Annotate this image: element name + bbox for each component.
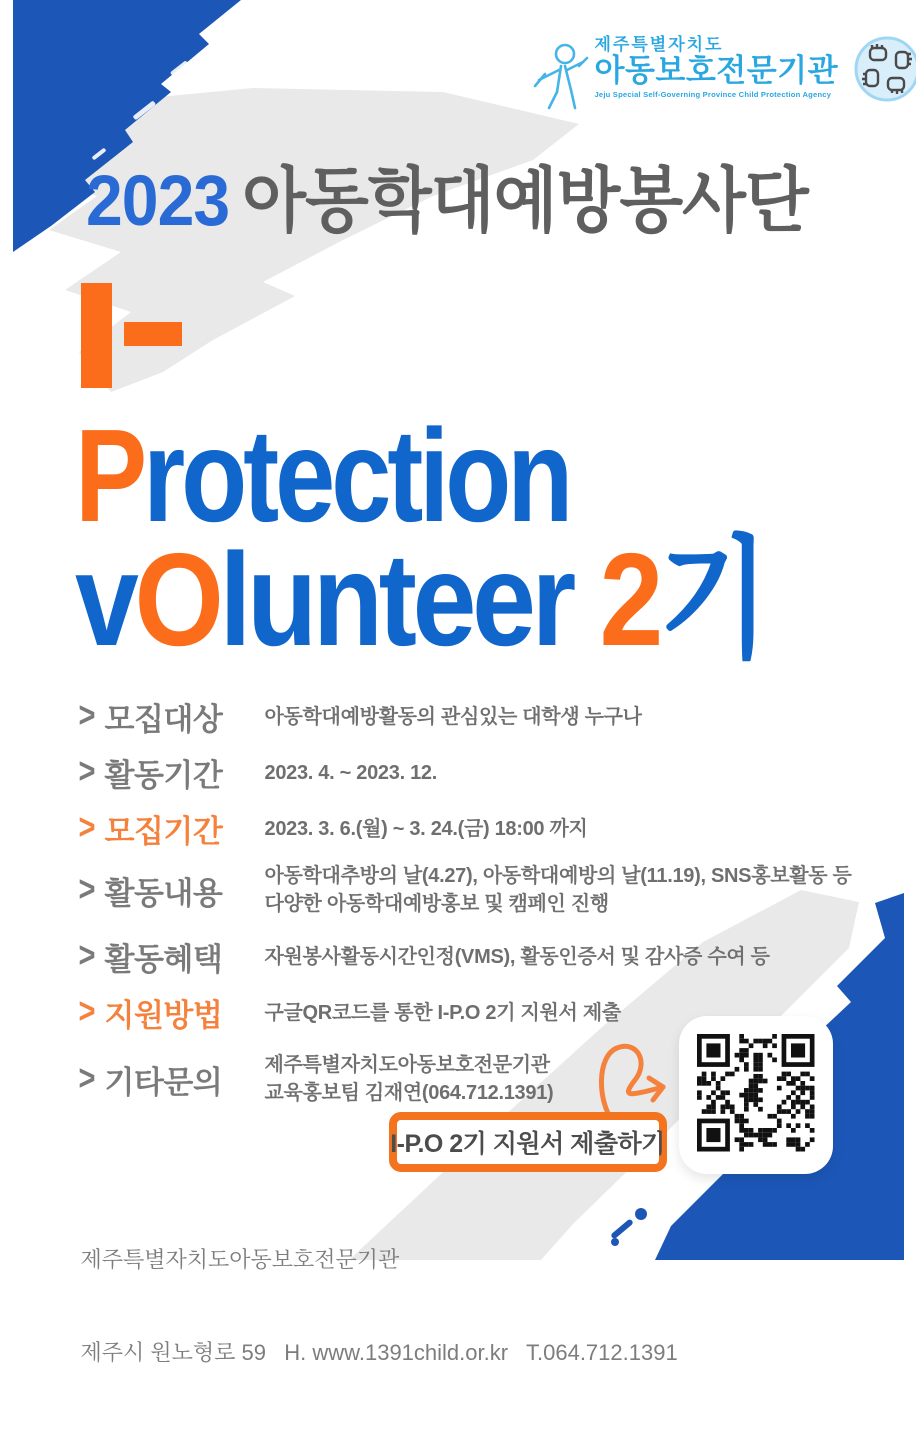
row-value: 구글QR코드를 통한 I-P.O 2기 지원서 제출 (265, 999, 621, 1027)
display-protection: Protection (75, 410, 569, 542)
agency-logo (531, 36, 916, 112)
display-cohort-number: 2 (599, 526, 659, 673)
row-value: 제주특별자치도아동보호전문기관 교육홍보팀 김재연(064.712.1391) (265, 1051, 554, 1107)
chevron-icon: > (79, 1061, 105, 1097)
display-i-dash (124, 322, 182, 346)
row-value: 2023. 4. ~ 2023. 12. (265, 759, 438, 787)
display-o-initial: O (134, 526, 219, 673)
logo-symbol-icon (531, 36, 589, 112)
row-label: 활동내용 (105, 868, 257, 913)
title-year: 2023 (86, 162, 229, 241)
info-row-activities (79, 862, 879, 918)
row-label: 활동혜택 (105, 934, 257, 979)
poster-title (86, 166, 808, 237)
display-p-initial: P (75, 402, 143, 549)
chevron-icon: > (79, 872, 105, 908)
qr-card (679, 1016, 833, 1174)
chevron-icon: > (79, 938, 105, 974)
info-row-recruit-period (79, 806, 879, 851)
chevron-icon: > (79, 754, 105, 790)
display-cohort-suffix: 기 (659, 526, 766, 673)
title-program: 아동학대예방봉사단 (242, 162, 808, 241)
footer (81, 1182, 678, 1430)
info-row-target (79, 694, 879, 739)
logo-org-name: 아동보호전문기관 (595, 54, 839, 88)
display-i-bar (81, 283, 112, 388)
logo-region-label: 제주특별자치도 (595, 36, 839, 54)
footer-address: 제주시 원노형로 59 H. www.1391child.or.kr T.064.712.1391 (81, 1337, 678, 1368)
qr-code[interactable] (697, 1034, 815, 1157)
row-value: 2023. 3. 6.(월) ~ 3. 24.(금) 18:00 까지 (265, 815, 588, 843)
display-volunteer: vOlunteer 2기 (75, 534, 766, 666)
info-row-period (79, 750, 879, 795)
footer-org: 제주특별자치도아동보호전문기관 (81, 1244, 678, 1275)
row-label: 모집대상 (105, 694, 257, 739)
row-label: 지원방법 (105, 990, 257, 1035)
row-label: 활동기간 (105, 750, 257, 795)
row-label: 모집기간 (105, 806, 257, 851)
agency-stamp-icon (854, 36, 916, 102)
row-value: 자원봉사활동시간인정(VMS), 활동인증서 및 감사증 수여 등 (265, 943, 770, 971)
chevron-icon: > (79, 994, 105, 1030)
chevron-icon: > (79, 698, 105, 734)
logo-english-caption: Jeju Special Self-Governing Province Child Protection Agency (595, 90, 839, 99)
row-label: 기타문의 (105, 1057, 257, 1102)
info-row-benefits (79, 934, 879, 979)
apply-button[interactable]: I-P.O 2기 지원서 제출하기 (389, 1112, 667, 1172)
chevron-icon: > (79, 810, 105, 846)
row-value: 아동학대추방의 날(4.27), 아동학대예방의 날(11.19), SNS홍보활동 등 다양한 아동학대예방홍보 및 캠페인 진행 (265, 862, 852, 918)
poster (13, 0, 904, 1260)
row-value: 아동학대예방활동의 관심있는 대학생 누구나 (265, 703, 642, 731)
